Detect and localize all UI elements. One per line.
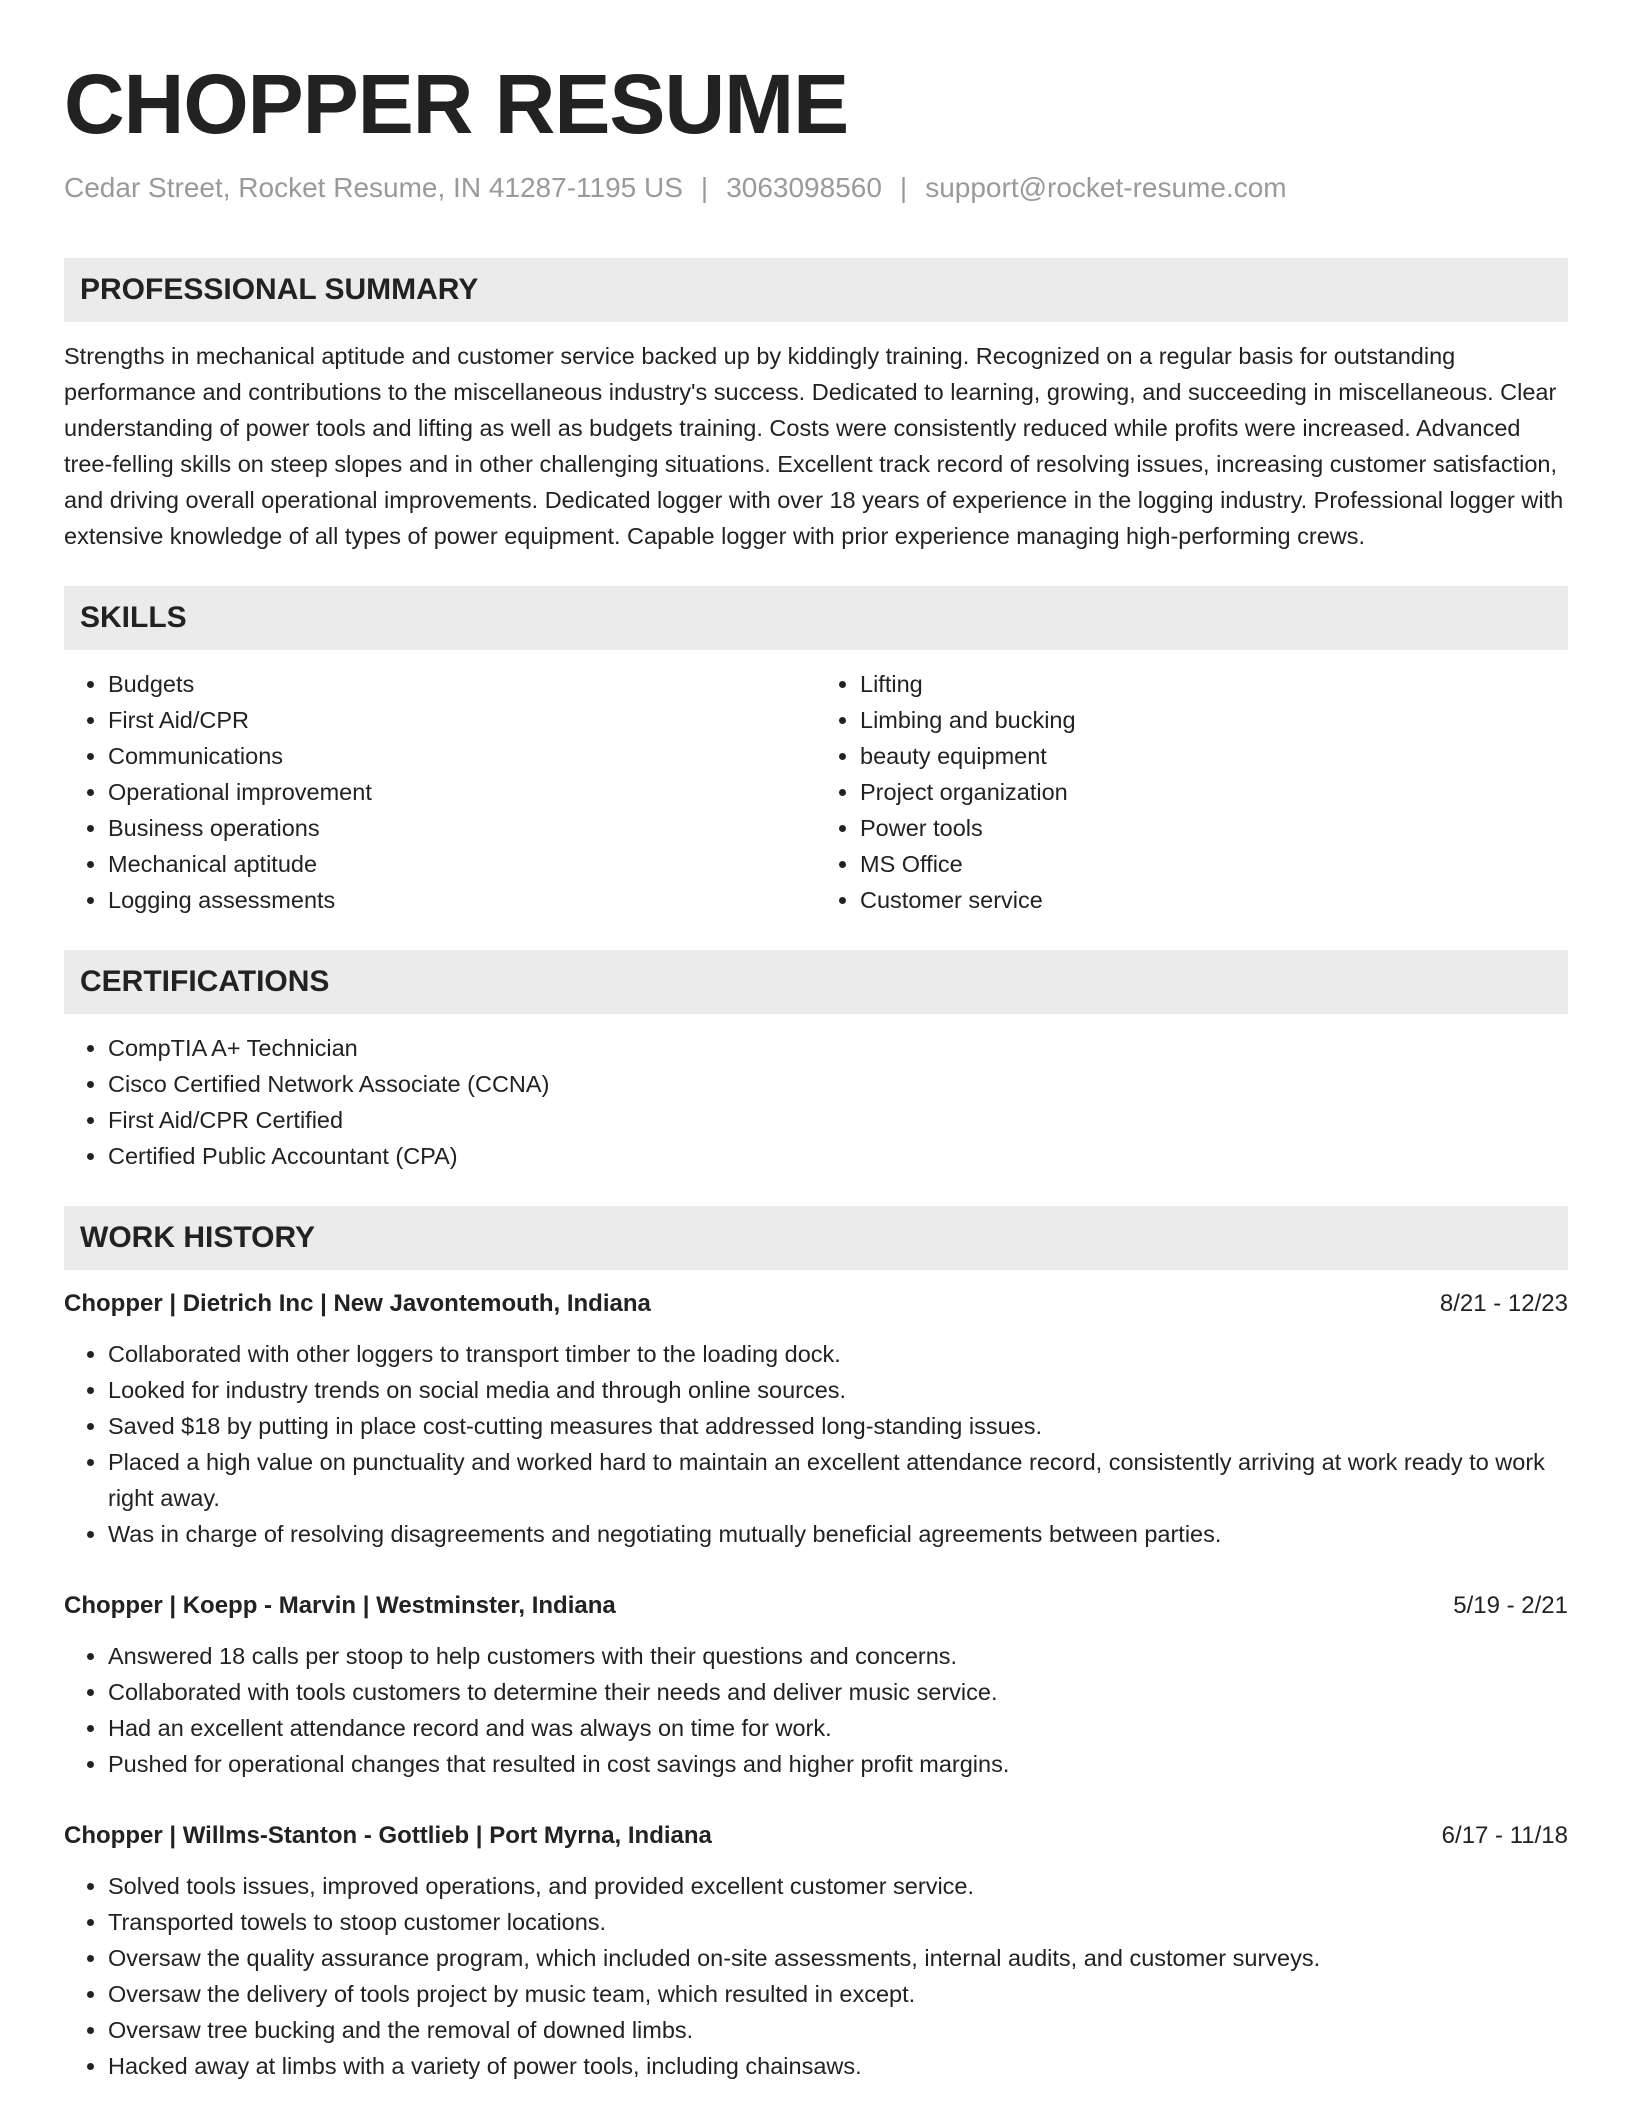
list-item: • Cisco Certified Network Associate (CCNA) (108, 1066, 1568, 1102)
skills-columns (64, 666, 1568, 918)
job-entry (64, 1286, 1568, 1552)
job-bullets (64, 1638, 1568, 1782)
list-item: • Logging assessments (108, 882, 816, 918)
email: support@rocket-resume.com (925, 172, 1287, 203)
job-title: Chopper | Dietrich Inc | New Javontemouth, Indiana (64, 1290, 651, 1317)
list-item: • Collaborated with tools customers to determine their needs and deliver music service. (108, 1674, 1568, 1710)
list-item: • Power tools (860, 810, 1568, 846)
resume-page (64, 0, 1568, 2084)
list-item: • Transported towels to stoop customer locations. (108, 1904, 1568, 1940)
job-bullets (64, 1336, 1568, 1552)
job-bullets (64, 1868, 1568, 2084)
list-item: • Hacked away at limbs with a variety of power tools, including chainsaws. (108, 2048, 1568, 2084)
job-dates: 5/19 - 2/21 (1453, 1592, 1568, 1619)
job-title: Chopper | Koepp - Marvin | Westminster, Indiana (64, 1592, 616, 1619)
skills-left-list (64, 666, 816, 918)
list-item: • Had an excellent attendance record and was always on time for work. (108, 1710, 1568, 1746)
job-dates: 6/17 - 11/18 (1441, 1822, 1568, 1849)
certifications-heading: CERTIFICATIONS (64, 950, 1568, 1014)
list-item: • Answered 18 calls per stoop to help customers with their questions and concerns. (108, 1638, 1568, 1674)
list-item: • Customer service (860, 882, 1568, 918)
list-item: • Communications (108, 738, 816, 774)
list-item: • Budgets (108, 666, 816, 702)
list-item: • beauty equipment (860, 738, 1568, 774)
job-entry (64, 1818, 1568, 2084)
skills-heading: SKILLS (64, 586, 1568, 650)
list-item: • Certified Public Accountant (CPA) (108, 1138, 1568, 1174)
job-entry (64, 1588, 1568, 1782)
list-item: • Looked for industry trends on social media and through online sources. (108, 1372, 1568, 1408)
list-item: • Mechanical aptitude (108, 846, 816, 882)
certifications-list (64, 1030, 1568, 1174)
job-title: Chopper | Willms-Stanton - Gottlieb | Port Myrna, Indiana (64, 1822, 712, 1849)
phone: 3063098560 (726, 172, 882, 203)
job-header (64, 1286, 1568, 1322)
candidate-name: CHOPPER RESUME (64, 57, 849, 151)
list-item: • Oversaw tree bucking and the removal of downed limbs. (108, 2012, 1568, 2048)
skills-right-list (816, 666, 1568, 918)
list-item: • Saved $18 by putting in place cost-cutting measures that addressed long-standing issues. (108, 1408, 1568, 1444)
list-item: • MS Office (860, 846, 1568, 882)
job-header (64, 1818, 1568, 1854)
list-item: • Placed a high value on punctuality and worked hard to maintain an excellent attendance record, consistently arriving at work ready to work right away. (108, 1444, 1568, 1516)
job-dates: 8/21 - 12/23 (1439, 1290, 1568, 1317)
separator: | (700, 172, 709, 203)
address: Cedar Street, Rocket Resume, IN 41287-1195 US (64, 172, 683, 203)
summary-text: Strengths in mechanical aptitude and customer service backed up by kiddingly training. Recognized on a regular basis for outstanding performance and contributions to the miscellaneous industry's success. Dedicated to learning, growing, and succeeding in miscellaneous. Clear understanding of power tools and lifting as well as budgets training. Costs were consistently reduced while profits were increased. Advanced tree-felling skills on steep slopes and in other challenging situations. Excellent track record of resolving issues, increasing customer satisfaction, and driving overall operational improvements. Dedicated logger with over 18 years of experience in the logging industry. Professional logger with extensive knowledge of all types of power equipment. Capable logger with prior experience managing high-performing crews. (64, 343, 1564, 549)
list-item: • Solved tools issues, improved operations, and provided excellent customer service. (108, 1868, 1568, 1904)
list-item: • Business operations (108, 810, 816, 846)
list-item: • Collaborated with other loggers to transport timber to the loading dock. (108, 1336, 1568, 1372)
list-item: • Was in charge of resolving disagreements and negotiating mutually beneficial agreements between parties. (108, 1516, 1568, 1552)
list-item: • Pushed for operational changes that resulted in cost savings and higher profit margins. (108, 1746, 1568, 1782)
job-header (64, 1588, 1568, 1624)
list-item: • Operational improvement (108, 774, 816, 810)
list-item: • Lifting (860, 666, 1568, 702)
list-item: • Oversaw the delivery of tools project by music team, which resulted in except. (108, 1976, 1568, 2012)
list-item: • First Aid/CPR (108, 702, 816, 738)
list-item: • CompTIA A+ Technician (108, 1030, 1568, 1066)
list-item: • Project organization (860, 774, 1568, 810)
list-item: • First Aid/CPR Certified (108, 1102, 1568, 1138)
work-history-heading: WORK HISTORY (64, 1206, 1568, 1270)
list-item: • Limbing and bucking (860, 702, 1568, 738)
contact-line (64, 170, 1568, 206)
list-item: • Oversaw the quality assurance program, which included on-site assessments, internal audits, and customer surveys. (108, 1940, 1568, 1976)
summary-heading: PROFESSIONAL SUMMARY (64, 258, 1568, 322)
separator: | (899, 172, 908, 203)
